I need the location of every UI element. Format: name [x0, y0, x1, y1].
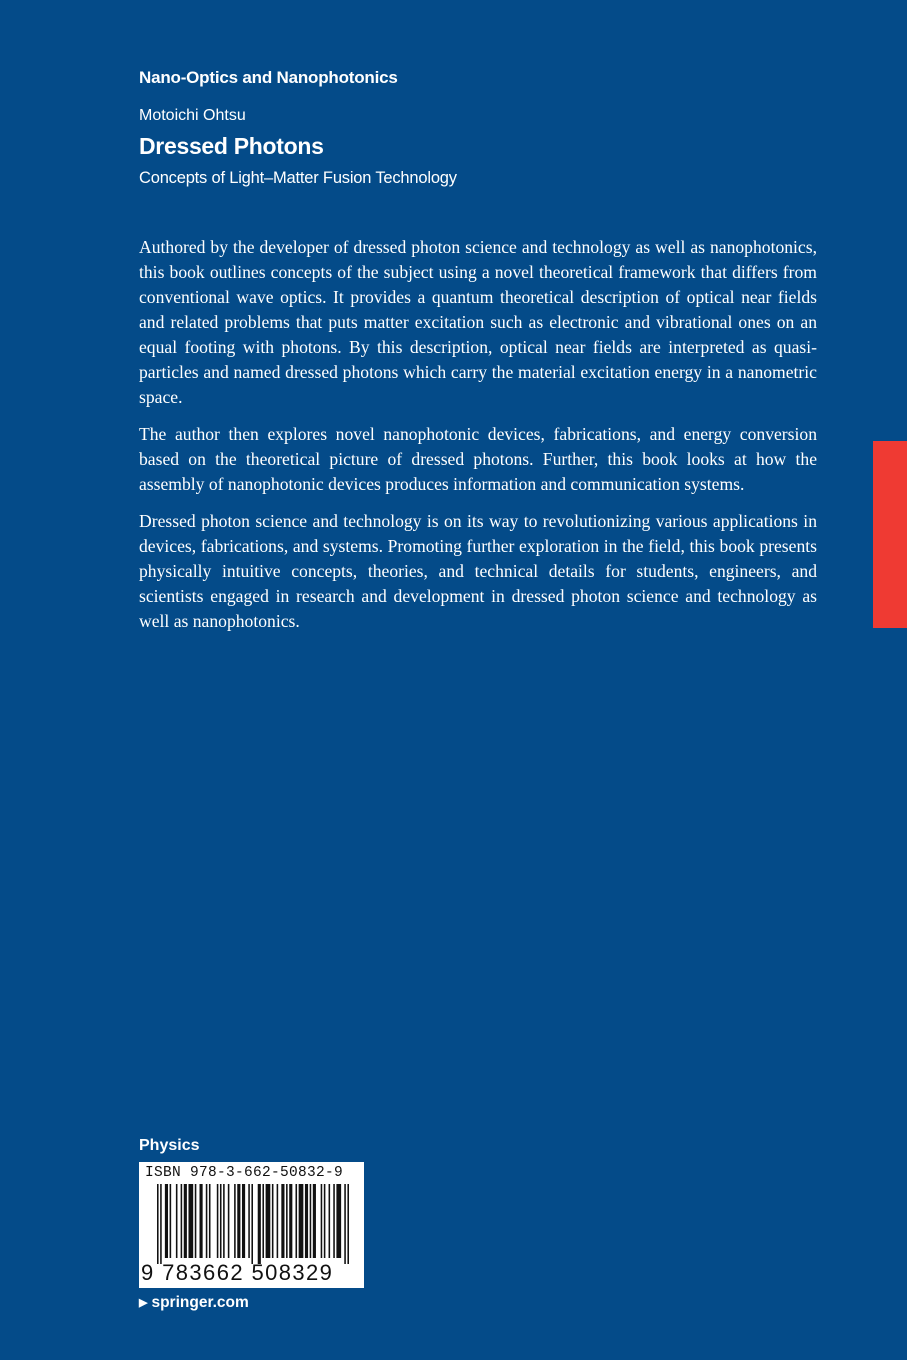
barcode-bar [251, 1184, 253, 1264]
barcode-bar [305, 1184, 308, 1258]
accent-tab [873, 441, 907, 628]
barcode-bar [165, 1184, 168, 1258]
book-description [139, 235, 817, 646]
barcode-bar [295, 1184, 297, 1258]
isbn-label: ISBN 978-3-662-50832-9 [145, 1165, 344, 1181]
barcode-bar [266, 1184, 271, 1258]
barcode-bar [242, 1184, 245, 1258]
book-subtitle: Concepts of Light–Matter Fusion Technology [139, 169, 457, 187]
barcode-bar [217, 1184, 219, 1258]
barcode-bar [313, 1184, 316, 1258]
subject-category: Physics [139, 1137, 200, 1154]
barcode-bar [188, 1184, 193, 1258]
barcode-bar [248, 1184, 250, 1258]
barcode-bar [324, 1184, 326, 1258]
barcode-bar [176, 1184, 178, 1258]
barcode-bar [157, 1184, 159, 1264]
barcode-digits: 9 783662 508329 [141, 1260, 334, 1285]
website-label: springer.com [151, 1294, 249, 1311]
barcode-bar [234, 1184, 236, 1258]
barcode-bar [220, 1184, 222, 1258]
barcode-bar [181, 1184, 183, 1258]
publisher-website[interactable] [139, 1294, 249, 1312]
barcode-bar [321, 1184, 323, 1258]
barcode-bar [209, 1184, 211, 1258]
barcode-bar [262, 1184, 264, 1258]
barcode-bar [206, 1184, 208, 1258]
arrow-right-icon: ▶ [139, 1297, 148, 1309]
description-paragraph: Authored by the developer of dressed photon science and technology as well as nanophotonics, this book outlines concepts of the subject using a novel theoretical framework that differs from conventional wave optics. It provides a quantum theoretical description of optical near fields and related problems that puts matter excitation such as electronic and vibrational ones on an equal footing with photons. By this description, optical near fields are interpreted as quasi-particles and named dressed photons which carry the material excitation energy in a nanometric space. [139, 237, 817, 407]
description-paragraph: Dressed photon science and technology is on its way to revolutionizing various applications in devices, fabrications, and systems. Promoting further exploration in the field, this book presents physically intuitive concepts, theories, and technical details for students, engineers, and scientists engaged in research and development in dressed photon science and technology as well as nanophotonics. [139, 511, 817, 631]
barcode-bar [310, 1184, 312, 1258]
barcode-bar [199, 1184, 202, 1258]
barcode-bars [157, 1184, 349, 1264]
barcode-bar [336, 1184, 341, 1258]
book-title: Dressed Photons [139, 133, 324, 159]
barcode-bar [195, 1184, 197, 1258]
description-paragraph: The author then explores novel nanophotonic devices, fabrications, and energy conversion based on the theoretical picture of dressed photons. Further, this book looks at how the assembly of nanophotonic devices produces information and communication systems. [139, 424, 817, 494]
barcode-bar [272, 1184, 274, 1258]
barcode-bar [228, 1184, 230, 1258]
barcode-bar [299, 1184, 304, 1258]
isbn-barcode [139, 1162, 364, 1288]
barcode-bar [223, 1184, 225, 1258]
barcode-bar [286, 1184, 288, 1258]
barcode-bar [347, 1184, 349, 1264]
barcode-bar [344, 1184, 346, 1264]
barcode-bar [329, 1184, 331, 1258]
barcode-bar [170, 1184, 172, 1258]
barcode-bar [289, 1184, 292, 1258]
barcode-bar [258, 1184, 261, 1264]
barcode-bar [237, 1184, 240, 1258]
barcode-bar [184, 1184, 187, 1258]
barcode-bar [160, 1184, 162, 1264]
series-name: Nano-Optics and Nanophotonics [139, 68, 398, 87]
barcode-bar [277, 1184, 279, 1258]
barcode-bar [281, 1184, 284, 1258]
barcode-bar [333, 1184, 335, 1258]
author-name: Motoichi Ohtsu [139, 107, 246, 124]
